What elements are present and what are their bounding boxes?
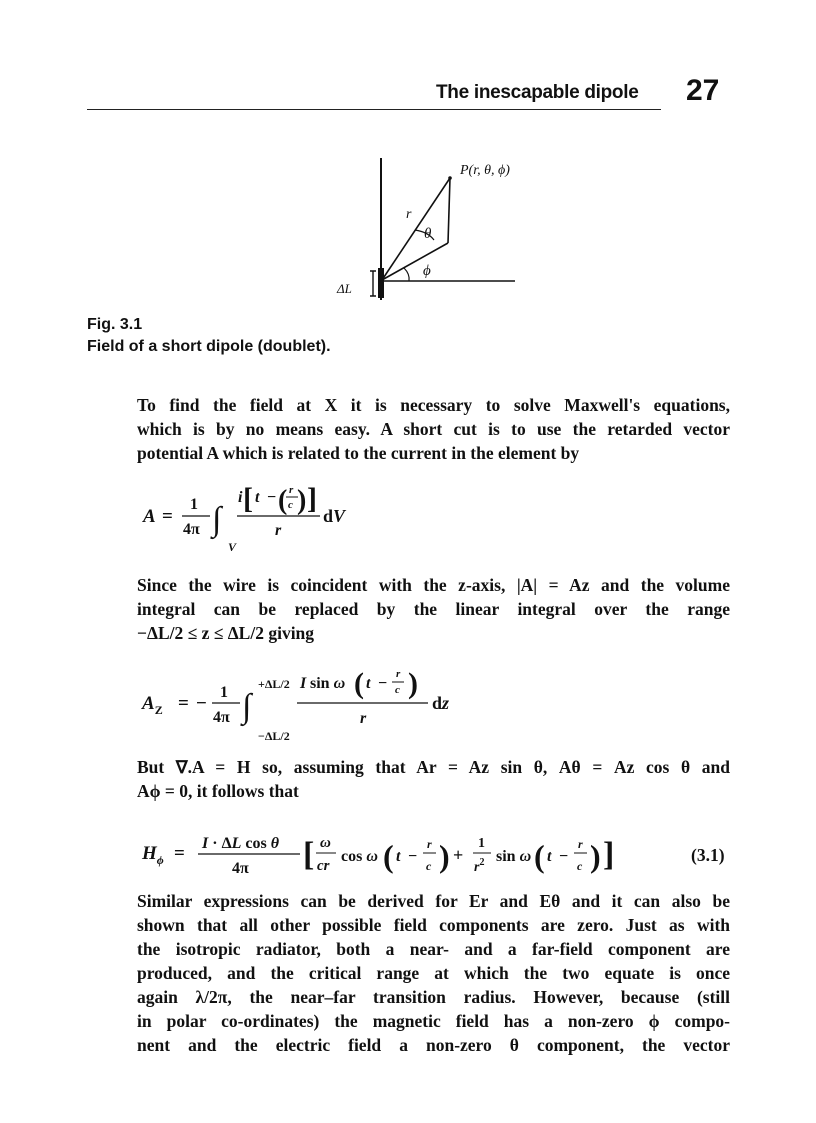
svg-text:): ) (590, 838, 601, 874)
text-line: potential A which is related to the current in the element by (137, 443, 580, 463)
svg-text:r: r (396, 668, 401, 680)
svg-text:t: t (547, 848, 552, 865)
paragraph-2 (137, 573, 730, 645)
svg-text:(: ( (383, 838, 394, 874)
text-line: Since the wire is coincident with the z-axis, |A| = Az and the volume (137, 575, 730, 595)
text-line: produced, and the critical range at which the two equate is once (137, 963, 730, 983)
svg-text:V: V (228, 540, 237, 554)
svg-text:∫: ∫ (212, 501, 222, 538)
svg-text:1: 1 (220, 684, 228, 701)
svg-text:1: 1 (478, 836, 485, 851)
svg-text:r: r (427, 837, 432, 851)
svg-text:cos ω: cos ω (341, 848, 378, 865)
svg-text:=: = (174, 843, 185, 864)
equation-az-integral (140, 655, 520, 745)
svg-text:−: − (267, 489, 277, 506)
figure-label: Fig. 3.1 (87, 316, 143, 333)
text-line: To find the field at X it is necessary to solve Maxwell's equations, (137, 395, 730, 415)
text-line: in polar co-ordinates) the magnetic field has a non-zero ϕ compo- (137, 1011, 730, 1031)
svg-text:sin ω: sin ω (310, 675, 346, 692)
svg-text:c: c (395, 684, 400, 696)
svg-text:I: I (300, 675, 307, 692)
text-line: Aϕ = 0, it follows that (137, 781, 299, 801)
svg-text:r: r (275, 522, 282, 539)
svg-text:4π: 4π (213, 709, 230, 726)
svg-text:−: − (196, 693, 207, 714)
equation-number: (3.1) (691, 845, 725, 865)
p-vertical-line (448, 178, 450, 243)
svg-text:∫: ∫ (242, 688, 252, 725)
svg-text:r2: $r^2$ (474, 857, 485, 875)
svg-text:c: c (577, 859, 583, 873)
svg-text:A: A (143, 506, 156, 527)
svg-text:(: ( (354, 667, 364, 700)
svg-text:−: − (378, 675, 388, 692)
svg-text:4π: 4π (232, 860, 249, 877)
svg-text:): ) (439, 838, 450, 874)
page-number: 27 (686, 74, 720, 107)
text-line: But ∇.A = H so, assuming that Ar = Az sin θ, Aθ = Az cos θ and (137, 757, 730, 777)
svg-text:+ΔL/2: +ΔL/2 (258, 677, 290, 691)
svg-text:i: i (238, 489, 243, 506)
svg-text:sin ω: sin ω (496, 848, 532, 865)
svg-text:r: r (289, 484, 294, 496)
svg-text:+: + (453, 845, 464, 865)
phi-label: ϕ (423, 263, 431, 279)
svg-text:ω: ω (320, 835, 331, 851)
equation-vector-potential (140, 472, 440, 562)
point-p (448, 176, 452, 180)
svg-text:(: ( (278, 485, 288, 516)
svg-text:−: − (408, 848, 418, 865)
paragraph-1 (137, 393, 730, 465)
svg-text:t: t (366, 675, 371, 692)
svg-text:1: 1 (190, 496, 198, 513)
svg-text:c: c (288, 499, 293, 511)
equation-h-phi (140, 815, 660, 895)
delta-l-label: ΔL (337, 281, 352, 296)
svg-text:): ) (297, 485, 307, 516)
svg-text:−: − (559, 848, 569, 865)
figure-caption: Field of a short dipole (doublet). (87, 338, 331, 355)
svg-text:dz: dz (432, 693, 450, 713)
text-line: Similar expressions can be derived for Er and Eθ and it can also be (137, 891, 730, 911)
delta-l-bracket (370, 271, 376, 296)
svg-text:]: ] (307, 482, 317, 515)
svg-text:t: t (396, 848, 401, 865)
text-line: nent and the electric field a non-zero θ component, the vector (137, 1035, 730, 1055)
svg-text:r: r (578, 837, 583, 851)
svg-text:=: = (162, 506, 173, 527)
text-line: shown that all other possible field components are zero. Just as with (137, 915, 730, 935)
dipole-element (378, 268, 384, 298)
r-label: r (406, 207, 412, 222)
text-line: which is by no means easy. A short cut is to use the retarded vector (137, 419, 730, 439)
svg-text:=: = (178, 693, 189, 714)
dipole-figure (320, 150, 550, 310)
phi-arc (404, 268, 409, 281)
svg-text:[: [ (303, 836, 315, 873)
svg-text:dV: dV (323, 506, 346, 526)
svg-text:I · ΔL cos θ: I · ΔL cos θ (202, 835, 280, 852)
text-line: the isotropic radiator, both a near- and a far-field component are (137, 939, 730, 959)
paragraph-3 (137, 755, 730, 803)
svg-text:−ΔL/2: −ΔL/2 (258, 729, 290, 743)
svg-text:[: [ (243, 482, 253, 515)
svg-text:r: r (360, 710, 367, 727)
svg-text:): ) (408, 667, 418, 700)
text-line: again λ/2π, the near–far transition radius. However, because (still (137, 987, 730, 1007)
svg-text:t: t (255, 489, 260, 506)
radius-line (382, 178, 450, 280)
svg-text:(: ( (534, 838, 545, 874)
svg-text:AZ: $A_Z$ (142, 693, 163, 717)
svg-text:4π: 4π (183, 521, 200, 538)
text-line: integral can be replaced by the linear integral over the range (137, 599, 730, 619)
header-rule (87, 109, 661, 110)
running-title: The inescapable dipole (436, 82, 639, 103)
text-line: −ΔL/2 ≤ z ≤ ΔL/2 giving (137, 623, 315, 643)
svg-text:]: ] (603, 836, 615, 873)
theta-label: θ (424, 226, 432, 242)
svg-text:Hϕ: $H_\phi$ (142, 843, 164, 867)
paragraph-4 (137, 889, 730, 1057)
svg-text:cr: cr (317, 858, 330, 874)
projection-line (382, 243, 448, 280)
point-p-label: P(r, θ, ϕ) (460, 163, 510, 178)
svg-text:c: c (426, 859, 432, 873)
